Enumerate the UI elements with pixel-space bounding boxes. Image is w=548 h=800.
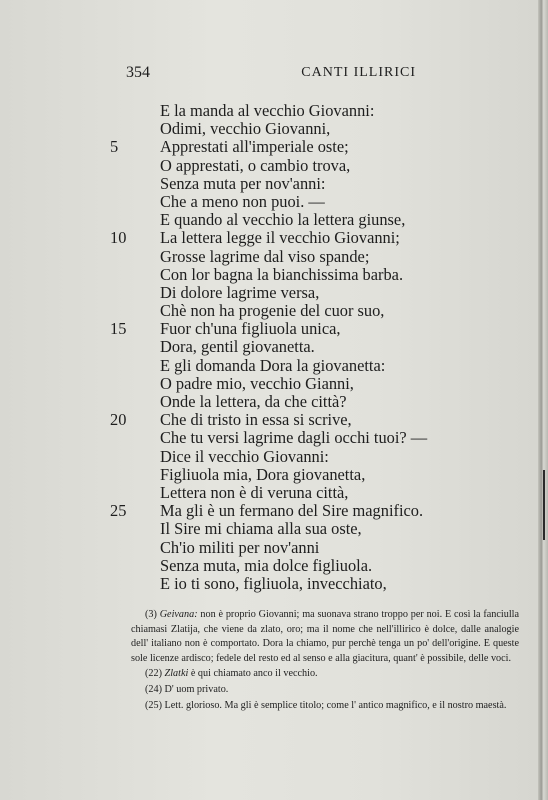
line-text: Figliuola mia, Dora giovanetta, [160, 464, 366, 484]
verse-line [110, 357, 430, 375]
verse-line [110, 448, 430, 466]
verse-line [110, 266, 430, 284]
verse-line [110, 338, 430, 356]
verse-line [110, 575, 430, 593]
verse-line [110, 557, 430, 575]
line-number: 20 [110, 410, 127, 430]
line-text: Lettera non è di veruna città, [160, 482, 349, 502]
line-text: La lettera legge il vecchio Giovanni; [160, 228, 400, 248]
line-text: Dice il vecchio Giovanni: [160, 446, 329, 466]
verse-line [110, 302, 430, 320]
verse-line [110, 157, 430, 175]
verse-line [110, 175, 430, 193]
line-number: 15 [110, 319, 127, 339]
verse-line [110, 502, 430, 520]
page-edge [538, 0, 548, 800]
line-text: Odimi, vecchio Giovanni, [160, 119, 331, 139]
verse-line [110, 229, 430, 247]
running-title: CANTI ILLIRICI [301, 65, 416, 80]
line-text: Il Sire mi chiama alla sua oste, [160, 519, 362, 539]
line-text: Di dolore lagrime versa, [160, 282, 320, 302]
line-text: Dora, gentil giovanetta. [160, 337, 315, 357]
footnote [131, 667, 519, 682]
line-text: O apprestati, o cambio trova, [160, 155, 351, 175]
line-text: E quando al vecchio la lettera giunse, [160, 210, 406, 230]
verse-line [110, 429, 430, 447]
line-text: Chè non ha progenie del cuor suo, [160, 301, 385, 321]
verse-line [110, 393, 430, 411]
verse-line [110, 120, 430, 138]
line-number: 25 [110, 501, 127, 521]
footnotes [131, 608, 519, 714]
footnote-lead: Zlatki [164, 668, 189, 680]
footnote-text: D' uom privato. [164, 683, 229, 695]
verse-line [110, 102, 430, 120]
verse-line [110, 411, 430, 429]
footnote-number: (22) [145, 668, 162, 680]
line-text: E gli domanda Dora la giovanetta: [160, 355, 386, 375]
footnote [131, 699, 519, 714]
line-text: Senza muta per nov'anni: [160, 173, 326, 193]
page-header [126, 64, 416, 82]
line-number: 5 [110, 137, 119, 157]
line-text: Che a meno non puoi. — [160, 191, 325, 211]
edge-mark [543, 470, 545, 540]
verse-line [110, 484, 430, 502]
footnote-number: (3) [145, 609, 157, 620]
line-text: Ch'io militi per nov'anni [160, 537, 320, 557]
footnote-number: (24) [145, 683, 162, 695]
verse-line [110, 320, 430, 338]
line-text: Che tu versi lagrime dagli occhi tuoi? — [160, 428, 428, 448]
page-number: 354 [126, 64, 150, 81]
line-number: 10 [110, 228, 127, 248]
line-text: Fuor ch'una figliuola unica, [160, 319, 341, 339]
line-text: Apprestati all'imperiale oste; [160, 137, 349, 157]
footnote-text: non è proprio Giovanni; ma suonava strano troppo per noi. E così la fanciulla chiamasi Zlatija, che viene da zlato, oro; ma il nome che nell'illirico è dolce, dalle analogie dell' italiano non è comportato. Dora la chiamo, pur perchè tenga un po' dell'origine. E queste sole licenze ardisco; fedele del resto ed al senso e alla giacitura, quant' è possibile, delle voci. [131, 609, 520, 664]
verse-line [110, 211, 430, 229]
footnote-text: è qui chiamato anco il vecchio. [190, 668, 318, 680]
verse-block [110, 102, 430, 593]
line-text: E io ti sono, figliuola, invecchiato, [160, 573, 387, 593]
footnote-lead: Geivana: [159, 609, 198, 620]
verse-line [110, 466, 430, 484]
footnote [131, 683, 519, 698]
line-text: Grosse lagrime dal viso spande; [160, 246, 370, 266]
line-text: Con lor bagna la bianchissima barba. [160, 264, 404, 284]
verse-line [110, 520, 430, 538]
line-text: Che di tristo in essa si scrive, [160, 410, 352, 430]
verse-line [110, 248, 430, 266]
footnote-text: Lett. glorioso. Ma gli è semplice titolo; come l' antico magnifico, e il nostro maestà. [164, 699, 507, 711]
verse-line [110, 375, 430, 393]
verse-line [110, 193, 430, 211]
verse-line [110, 539, 430, 557]
verse-line [110, 138, 430, 156]
line-text: Ma gli è un fermano del Sire magnifico. [160, 501, 424, 521]
footnote-number: (25) [145, 699, 162, 711]
line-text: Senza muta, mia dolce figliuola. [160, 555, 373, 575]
footnote [131, 608, 519, 666]
verse-line [110, 284, 430, 302]
line-text: Onde la lettera, da che città? [160, 392, 347, 411]
line-text: O padre mio, vecchio Gianni, [160, 373, 354, 393]
line-text: E la manda al vecchio Giovanni: [160, 101, 375, 120]
